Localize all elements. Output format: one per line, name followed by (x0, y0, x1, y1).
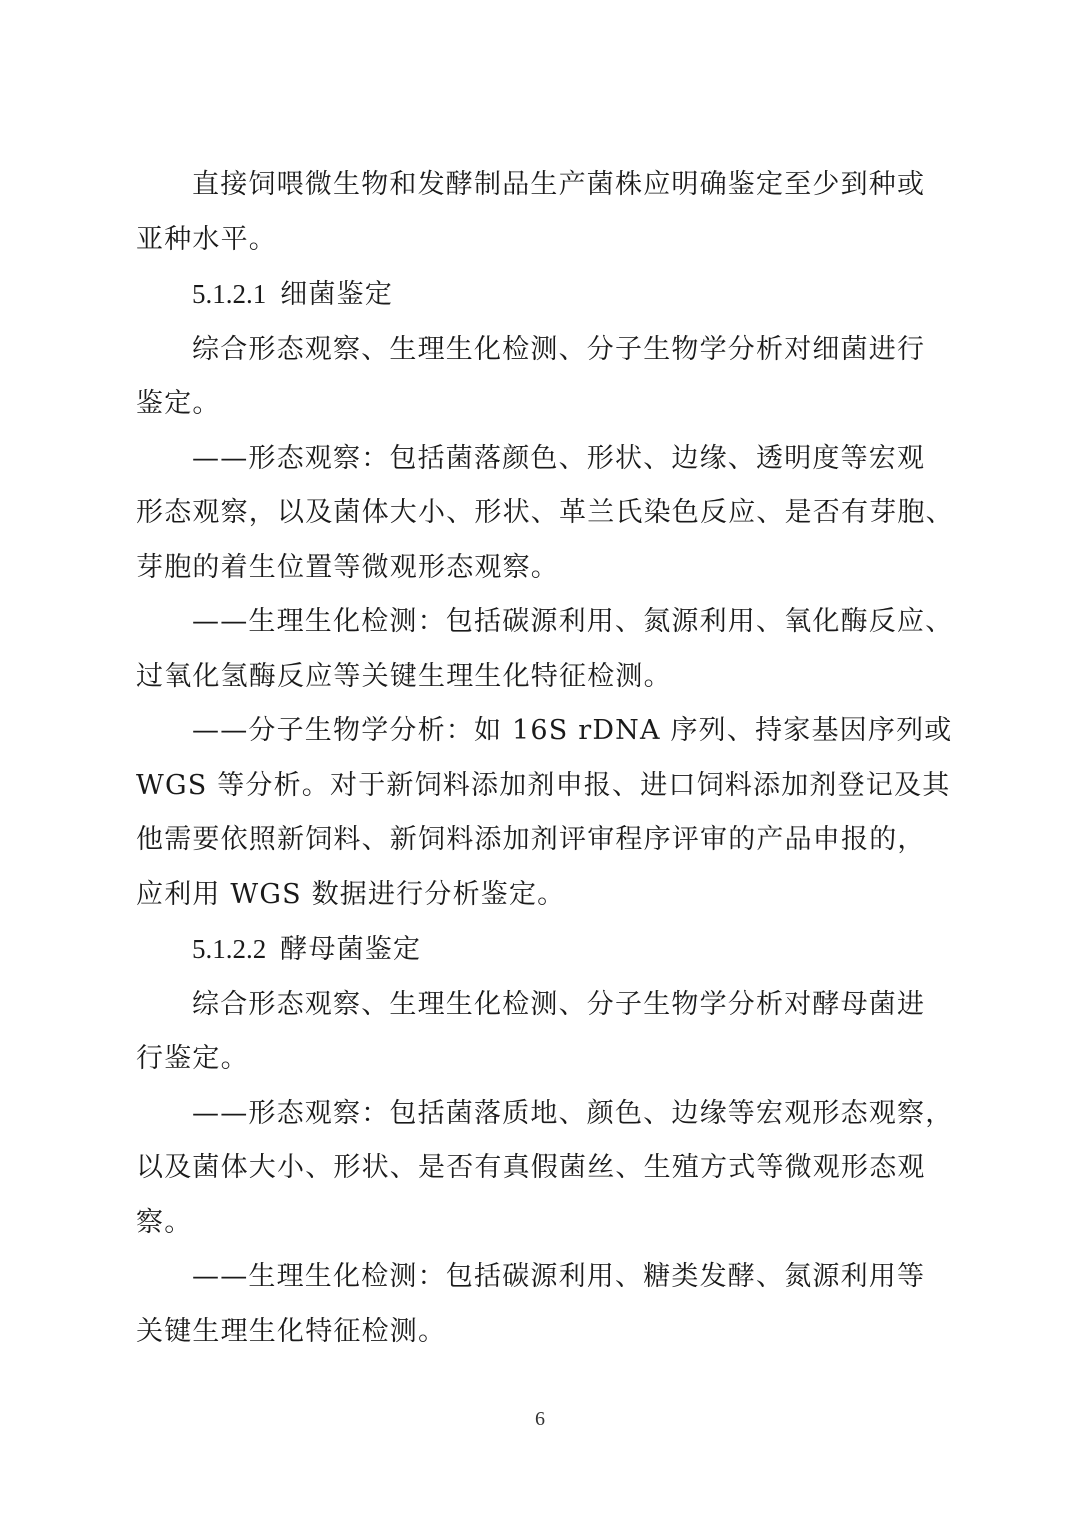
paragraph-bacteria-molecular (136, 704, 953, 922)
text-line: 直接饲喂微生物和发酵制品生产菌株应明确鉴定至少到种或 (192, 169, 926, 200)
text-line: ——生理生化检测：包括碳源利用、氮源利用、氧化酶反应、 (192, 606, 954, 637)
text-line: ——分子生物学分析：如 16S rDNA 序列、持家基因序列或 (192, 715, 953, 746)
section-number: 5.1.2.2 (192, 934, 267, 964)
page-number: 6 (535, 1408, 545, 1430)
text-line: 他需要依照新饲料、新饲料添加剂评审程序评审的产品申报的， (136, 824, 926, 855)
text-line: ——形态观察：包括菌落质地、颜色、边缘等宏观形态观察， (192, 1097, 954, 1129)
text-line: 关键生理生化特征检测。 (136, 1315, 447, 1347)
text-line: 芽胞的着生位置等微观形态观察。 (136, 551, 559, 583)
section-title: 酵母菌鉴定 (280, 934, 422, 965)
paragraph-yeast-biochemistry (136, 1250, 948, 1359)
section-title: 细菌鉴定 (280, 279, 394, 310)
text-line: 综合形态观察、生理生化检测、分子生物学分析对细菌进行 (192, 333, 926, 365)
text-line: 察。 (136, 1206, 193, 1238)
paragraph-yeast-morphology (136, 1087, 954, 1251)
section-number: 5.1.2.1 (192, 279, 267, 309)
paragraph-bacteria-overview (136, 323, 948, 432)
section-heading-bacteria-identification (136, 267, 948, 323)
text-line: 形态观察，以及菌体大小、形状、革兰氏染色反应、是否有芽胞、 (136, 497, 954, 528)
text-line: 鉴定。 (136, 388, 221, 419)
paragraph-bacteria-biochemistry (136, 595, 954, 704)
text-line: 以及菌体大小、形状、是否有真假菌丝、生殖方式等微观形态观 (136, 1152, 926, 1183)
text-line: WGS 等分析。对于新饲料添加剂申报、进口饲料添加剂登记及其 (136, 769, 951, 801)
document-page (136, 158, 954, 1359)
text-line: 亚种水平。 (136, 223, 277, 255)
text-line: 应利用 WGS 数据进行分析鉴定。 (136, 878, 566, 910)
text-line: ——形态观察：包括菌落颜色、形状、边缘、透明度等宏观 (192, 442, 926, 474)
text-line: 综合形态观察、生理生化检测、分子生物学分析对酵母菌进 (192, 988, 926, 1020)
section-heading-yeast-identification (136, 922, 948, 978)
paragraph-yeast-overview (136, 978, 948, 1087)
text-line: ——生理生化检测：包括碳源利用、糖类发酵、氮源利用等 (192, 1261, 926, 1292)
text-line: 过氧化氢酶反应等关键生理生化特征检测。 (136, 660, 672, 692)
text-line: 行鉴定。 (136, 1043, 249, 1074)
paragraph-strain-identification-requirement (136, 158, 948, 267)
paragraph-bacteria-morphology (136, 432, 954, 596)
